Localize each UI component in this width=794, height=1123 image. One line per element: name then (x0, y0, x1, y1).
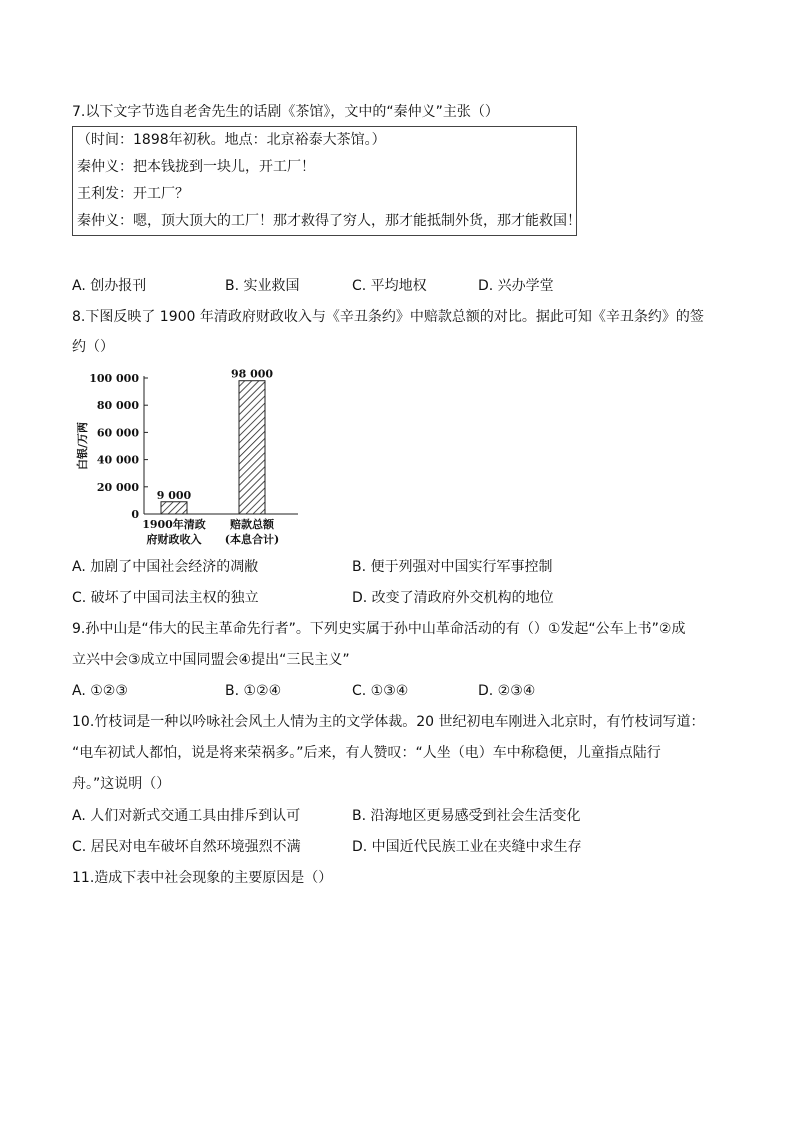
q10-stem-line-1: 10.竹枝词是一种以吟咏社会风土人情为主的文学体裁。20 世纪初电车刚进入北京时，有竹枝词写道： (72, 714, 705, 730)
q10-option-b: B. 沿海地区更易感受到社会生活变化 (352, 808, 581, 824)
q7-stem: 7.以下文字节选自老舍先生的话剧《茶馆》，文中的“秦仲义”主张（） (72, 104, 499, 120)
q7-quote-line: 秦仲义：嗯，顶大顶大的工厂！那才救得了穷人，那才能抵制外货，那才能救国！ (77, 213, 581, 229)
q11-stem: 11.造成下表中社会现象的主要原因是（） (72, 870, 333, 886)
y-axis-label: 白银/万两 (76, 421, 89, 471)
q9-option-d: D. ②③④ (478, 683, 536, 699)
y-tick-label: 0 (131, 508, 139, 521)
y-tick-label: 20 000 (96, 480, 139, 494)
q7-quote-box (72, 126, 581, 236)
q10-option-a: A. 人们对新式交通工具由排斥到认可 (72, 808, 301, 824)
bar-chart (72, 362, 312, 552)
q8-option-a: A. 加剧了中国社会经济的凋敝 (72, 559, 259, 575)
q10-stem-line-3: 舟。”这说明（） (72, 776, 171, 792)
bar (161, 502, 187, 514)
q10-option-d: D. 中国近代民族工业在夹缝中求生存 (352, 839, 582, 855)
q9-option-b: B. ①②④ (225, 683, 282, 699)
q10-stem-line-2: “电车初试人都怕，说是将来荣祸多。”后来，有人赞叹：“人坐（电）车中称稳便，儿童指点陆行 (72, 745, 661, 761)
y-tick-label: 60 000 (96, 426, 139, 440)
q7-option-c: C. 平均地权 (352, 278, 427, 294)
q8-option-b: B. 便于列强对中国实行军事控制 (352, 559, 553, 575)
data-label: 98 000 (230, 367, 274, 381)
q7-option-b: B. 实业救国 (225, 278, 300, 294)
q8-option-d: D. 改变了清政府外交机构的地位 (352, 590, 554, 606)
data-label: 9 000 (156, 488, 192, 502)
bar (239, 381, 265, 514)
q10-option-c: C. 居民对电车破坏自然环境强烈不满 (72, 839, 301, 855)
q9-option-c: C. ①③④ (352, 683, 409, 699)
x-category-label: 府财政收入 (146, 533, 202, 546)
y-tick-label: 40 000 (96, 453, 139, 467)
q8-option-c: C. 破坏了中国司法主权的独立 (72, 590, 259, 606)
q9-option-a: A. ①②③ (72, 683, 128, 699)
y-tick-label: 100 000 (89, 372, 139, 385)
x-category-label: 1900年清政 (142, 518, 206, 531)
q7-quote-line: 秦仲义：把本钱拢到一块儿，开工厂！ (77, 159, 315, 175)
q7-option-d: D. 兴办学堂 (478, 278, 554, 294)
q8-stem-line-2: 约（） (72, 339, 114, 355)
y-tick-label: 80 000 (96, 399, 139, 413)
x-category-label: 赔款总额 (230, 518, 274, 531)
q7-quote-line: 王利发：开工厂？ (77, 186, 189, 202)
q9-stem-line-2: 立兴中会③成立中国同盟会④提出“三民主义” (72, 652, 350, 668)
q7-option-a: A. 创办报刊 (72, 278, 147, 294)
q8-stem-line-1: 8.下图反映了 1900 年清政府财政收入与《辛丑条约》中赔款总额的对比。据此可知《辛丑条约》的签 (72, 309, 704, 325)
x-category-label: (本息合计) (224, 533, 280, 546)
q7-quote-line: （时间：1898年初秋。地点：北京裕泰大茶馆。） (77, 132, 386, 148)
q9-stem-line-1: 9.孙中山是“伟大的民主革命先行者”。下列史实属于孙中山革命活动的有（）①发起“公车上书”②成 (72, 621, 686, 637)
